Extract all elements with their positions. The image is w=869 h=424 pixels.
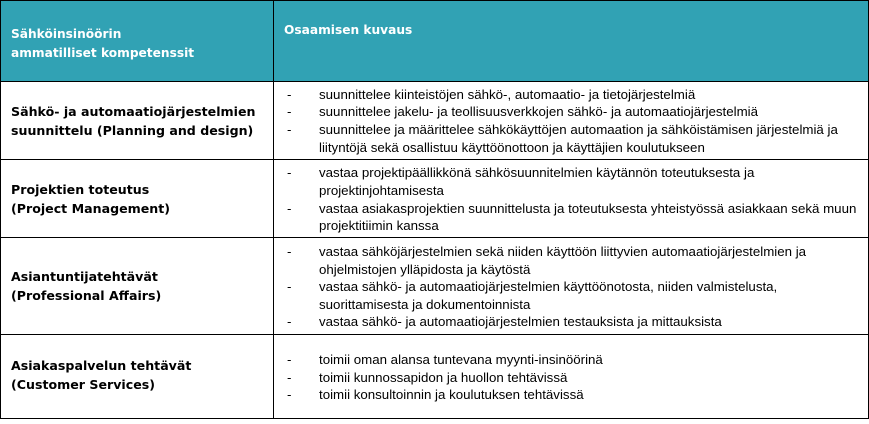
list-item <box>274 278 868 313</box>
list-item <box>274 386 868 404</box>
competence-line: Asiakaspalvelun tehtävät <box>11 357 192 373</box>
list-item <box>274 313 868 331</box>
description-cell <box>274 238 869 335</box>
item-text: vastaa sähkö- ja automaatiojärjestelmien käyttöönotosta, niiden valmistelusta, suorittamisesta ja dokumentoinnista <box>319 279 778 312</box>
list-item <box>274 164 868 199</box>
competence-cell <box>1 160 274 238</box>
dash-bullet: - <box>287 200 292 216</box>
competence-line: (Customer Services) <box>11 376 155 392</box>
item-text: toimii kunnossapidon ja huollon tehtävissä <box>319 369 568 385</box>
item-text: vastaa sähköjärjestelmien sekä niiden käyttöön liittyvien automaatiojärjestelmien ja ohjelmistojen ylläpidosta ja käytöstä <box>319 244 807 277</box>
list-item <box>274 86 868 104</box>
dash-bullet: - <box>287 387 292 403</box>
table-row <box>1 238 869 335</box>
header-row <box>1 1 869 82</box>
item-text: suunnittelee kiinteistöjen sähkö-, automaatio- ja tietojärjestelmiä <box>319 86 696 102</box>
item-text: vastaa projektipäällikkönä sähkösuunnitelmien käytännön toteutuksesta ja projektinjohtamisesta <box>319 165 755 198</box>
competence-line: (Professional Affairs) <box>11 288 162 303</box>
dash-bullet: - <box>287 86 292 102</box>
dash-bullet: - <box>287 352 292 368</box>
competence-cell <box>1 82 274 160</box>
item-text: toimii konsultoinnin ja koulutuksen tehtävissä <box>319 387 584 403</box>
competence-cell <box>1 335 274 419</box>
dash-bullet: - <box>287 314 292 330</box>
competence-line: suunnittelu (Planning and design) <box>11 122 254 138</box>
list-item <box>274 369 868 387</box>
dash-bullet: - <box>287 369 292 385</box>
item-text: suunnittelee ja määrittelee sähkökäyttöjen automaation ja sähköistämisen järjestelmiä ja liityntöjä sekä osallistuu käyttöönottoon ja käyttäjien koulutukseen <box>319 122 838 155</box>
description-cell <box>274 335 869 419</box>
competence-cell <box>1 238 274 335</box>
item-text: toimii oman alansa tuntevana myynti-insinöörinä <box>319 352 603 368</box>
item-text: suunnittelee jakelu- ja teollisuusverkkojen sähkö- ja automaatiojärjestelmiä <box>319 104 759 120</box>
table-row <box>1 160 869 238</box>
description-cell <box>274 82 869 160</box>
header-competences-line1: Sähköinsinöörin <box>11 27 122 41</box>
dash-bullet: - <box>287 244 292 260</box>
dash-bullet: - <box>287 122 292 137</box>
dash-bullet: - <box>287 104 292 120</box>
header-competences <box>1 1 274 82</box>
item-text: vastaa sähkö- ja automaatiojärjestelmien testauksista ja mittauksista <box>319 314 722 330</box>
competence-line: Projektien toteutus <box>11 181 150 197</box>
table-row <box>1 335 869 419</box>
list-item <box>274 121 868 156</box>
dash-bullet: - <box>287 279 292 295</box>
header-competences-line2: ammatilliset kompetenssit <box>11 46 195 60</box>
list-item <box>274 243 868 278</box>
table-row <box>1 82 869 160</box>
item-text: vastaa asiakasprojektien suunnittelusta ja toteutuksesta yhteistyössä asiakkaan sekä muun projektitiimin kanssa <box>319 200 857 234</box>
list-item <box>274 103 868 121</box>
competence-line: (Project Management) <box>11 200 171 216</box>
description-cell <box>274 160 869 238</box>
competence-line: Sähkö- ja automaatiojärjestelmien <box>11 103 256 119</box>
header-description <box>274 1 869 82</box>
competence-line: Asiantuntijatehtävät <box>11 269 158 284</box>
dash-bullet: - <box>287 165 292 181</box>
list-item <box>274 351 868 369</box>
header-description-label: Osaamisen kuvaus <box>284 22 413 37</box>
list-item <box>274 200 868 235</box>
